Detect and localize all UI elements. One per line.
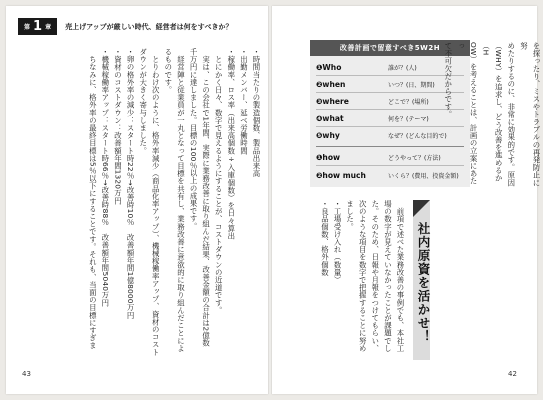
- body-line: ・良品個数、格外個数: [320, 200, 330, 276]
- body-line: （WHY）を追求し、どう改善を進めるか（H: [481, 42, 504, 182]
- 5w2h-desc: 何を？(テーマ): [388, 115, 429, 123]
- chapter-label-suffix: 章: [45, 24, 52, 31]
- chapter-header: [18, 18, 232, 35]
- 5w2h-label: ❶how: [316, 152, 341, 162]
- body-line: ました。: [345, 200, 355, 231]
- body-line: とりわけ次のように、格外率減少（商品化率アップ）、機械稼働率アップ、資材のコスト: [151, 48, 161, 356]
- body-line: ・卵の格外率の減少：スタート時22％→改善時10％ 改善額年間1億8000万円: [126, 48, 136, 319]
- body-line: 経営陣と従業員が一丸となって目標を共有し、業務改善に意欲的に取り組んだことによるものです。: [163, 48, 186, 352]
- 5w2h-desc: いつ？(日、期間): [388, 81, 435, 89]
- body-line: ・稼働率、ロス率（出来高個数÷入庫個数）を日々算出: [226, 48, 236, 240]
- chapter-badge: [18, 18, 57, 35]
- body-line: ・出勤メンバー、延べ労働時間: [239, 48, 249, 155]
- page-number-right: 42: [508, 370, 517, 378]
- section-heading: 社内原資を活かせ！: [416, 222, 431, 344]
- 5w2h-label: ❷how much: [316, 170, 366, 180]
- 5w2h-title: 改善計画で留意すべき5W2H: [310, 40, 470, 56]
- chapter-label-prefix: 第: [24, 24, 31, 31]
- right-page-body: [310, 200, 406, 360]
- body-line: ダウンが大きく寄与しました。: [138, 48, 148, 155]
- 5w2h-label: ❺why: [316, 130, 340, 140]
- body-line: た。そのため、日報や月報をつけてもらい、: [370, 200, 380, 352]
- body-line: 場の数字が見えていなかったことが課題でし: [383, 200, 393, 352]
- right-page-continuation: [443, 42, 542, 192]
- 5w2h-label: ❹what: [316, 113, 344, 123]
- chapter-number: 1: [33, 19, 43, 34]
- body-line: ・資材のコストダウン：改善額年間1320万円: [113, 48, 123, 205]
- body-line: 千万円に達しました。目標の100％以上の成果です。: [189, 48, 199, 230]
- 5w2h-label: ❷when: [316, 79, 346, 89]
- section-heading-corner: [413, 200, 430, 217]
- body-line: 前項で述べた業務改善の事例でも、本社工: [396, 200, 405, 352]
- 5w2h-label: ❶Who: [316, 62, 342, 72]
- body-line: 次のような項目を数字で把握することに努め: [358, 200, 368, 352]
- body-line: めたりするのに、非常に効果的です。原因: [506, 42, 516, 187]
- body-line: て不可欠だからです。: [443, 42, 453, 118]
- 5w2h-desc: どこで？(場所): [388, 98, 429, 106]
- 5w2h-desc: どうやって？(方法): [388, 154, 441, 162]
- body-line: OW）を考えることは、計画の立案にあたっ: [456, 42, 479, 185]
- body-line: ・時間当たりの製造個数、製品出来高: [252, 48, 261, 178]
- body-line: ちなみに、格外率の最終目標は5％以下にすることです。それも、当面の目標にすぎま: [88, 48, 98, 350]
- 5w2h-label: ❸where: [316, 96, 349, 106]
- left-page-body: [30, 48, 262, 358]
- body-line: ・機械稼働率アップ：スタート時66％→改善時88％ 改善額年間5040万円: [100, 48, 110, 307]
- body-line: とにかく日々、数字で見えるようにすることが、コストダウンの近道です。: [214, 48, 224, 314]
- chapter-title: 売上げアップが厳しい時代、経営者は何をすべきか？: [65, 22, 233, 31]
- book-gutter: [268, 6, 272, 394]
- body-line: ・工場受け入れ（数量）: [333, 200, 343, 284]
- 5w2h-desc: いくら？(費用、投資金額): [388, 172, 459, 180]
- page-number-left: 43: [22, 370, 31, 378]
- body-line: 実は、この会社で1年間、実際に業務改善に取り組んだ結果、改善金額の合計は2億数: [201, 48, 211, 347]
- 5w2h-desc: 誰が？(人): [388, 64, 417, 72]
- 5w2h-desc: なぜ？(どんな目的で): [388, 132, 447, 140]
- body-line: を探ったり、ミスやトラブルの再発防止に努: [519, 42, 541, 187]
